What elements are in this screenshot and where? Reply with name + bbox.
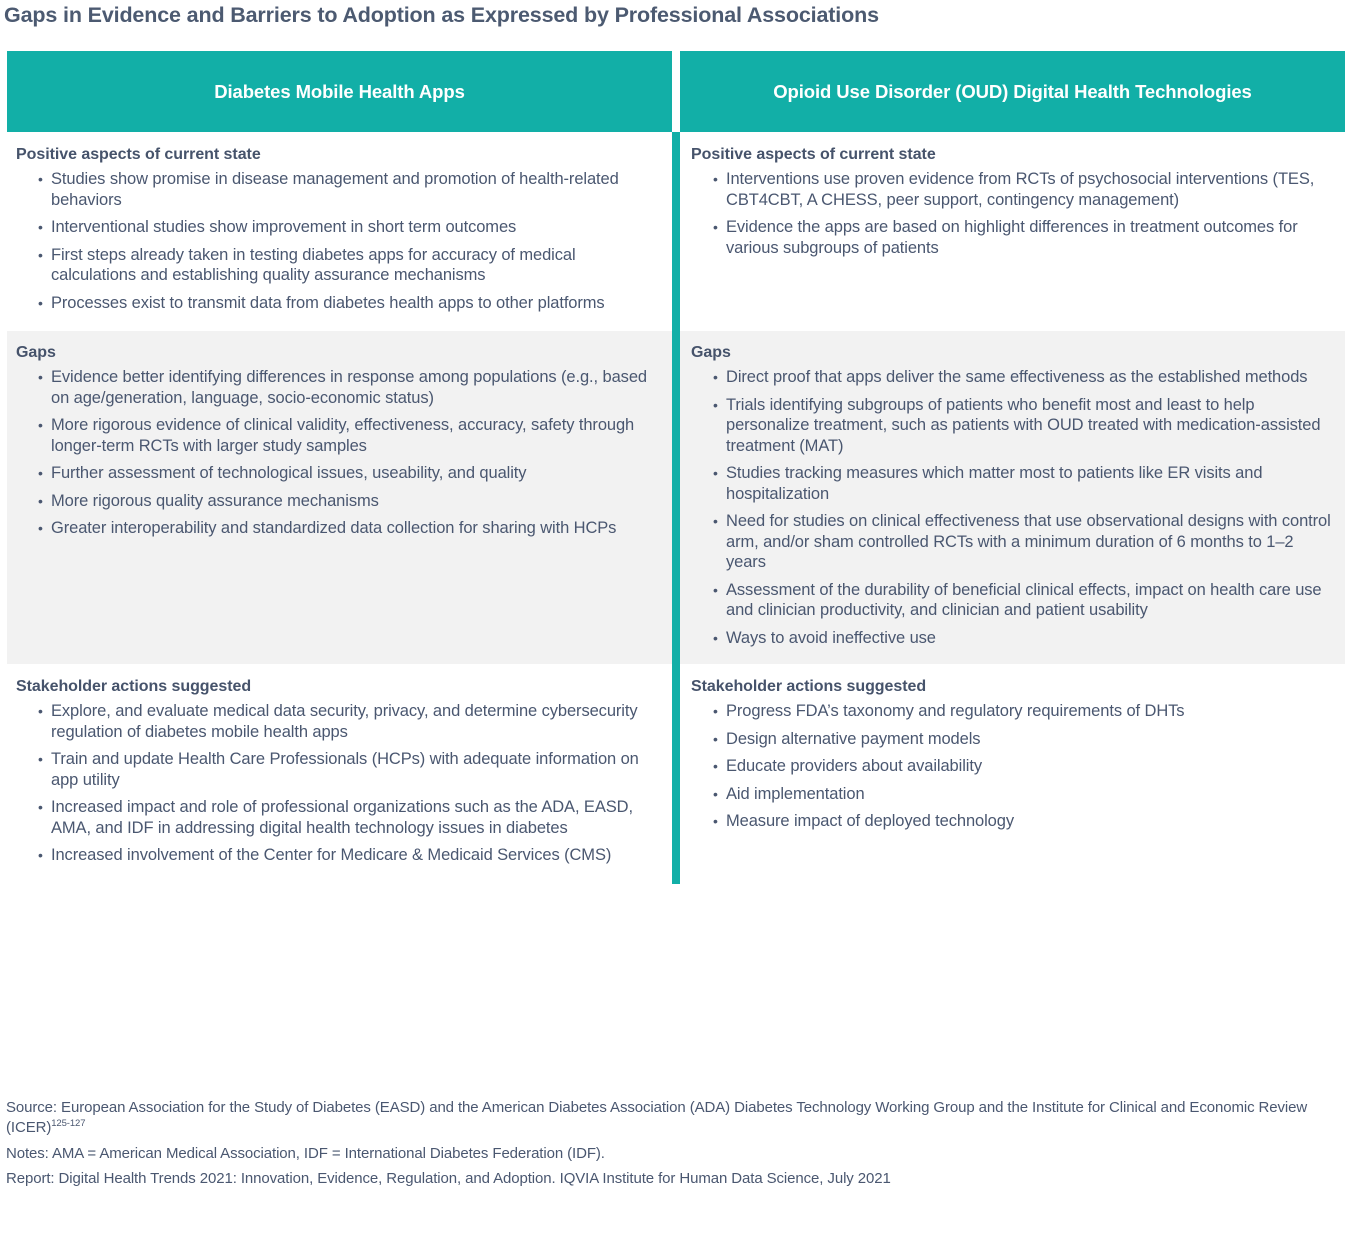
list-item: • Explore, and evaluate medical data security, privacy, and determine cybersecurity regulation of diabetes mobile health apps — [38, 701, 660, 742]
cell-positive-aspects-left — [7, 132, 672, 331]
cell-gaps-left — [7, 331, 672, 664]
header-column-gap — [672, 51, 680, 132]
bullet-list — [16, 367, 660, 539]
list-item: • Design alternative payment models — [713, 729, 1331, 750]
bullet-list — [691, 367, 1331, 648]
footer-notes — [6, 1098, 1346, 1189]
list-item: • Progress FDA’s taxonomy and regulatory requirements of DHTs — [713, 701, 1331, 722]
list-item: • Ways to avoid ineffective use — [713, 628, 1331, 649]
source-reference-superscript: 125-127 — [51, 1118, 86, 1129]
list-item: • Interventional studies show improvement in short term outcomes — [38, 217, 660, 238]
list-item: • Trials identifying subgroups of patients who benefit most and least to help personalize treatment, such as patients with OUD treated with medication-assisted treatment (MAT) — [713, 395, 1331, 457]
list-item: • Evidence better identifying differences in response among populations (e.g., based on age/generation, language, socio-economic status) — [38, 367, 660, 408]
list-item: • Educate providers about availability — [713, 756, 1331, 777]
column-divider — [672, 331, 680, 664]
cell-stakeholder-actions-right — [680, 664, 1345, 884]
list-item: • Studies tracking measures which matter most to patients like ER visits and hospitalization — [713, 463, 1331, 504]
list-item: • Increased impact and role of professional organizations such as the ADA, EASD, AMA, and IDF in addressing digital health technology issues in diabetes — [38, 797, 660, 838]
list-item: • Increased involvement of the Center for Medicare & Medicaid Services (CMS) — [38, 845, 660, 866]
list-item: • Train and update Health Care Professionals (HCPs) with adequate information on app utility — [38, 749, 660, 790]
report-line: Report: Digital Health Trends 2021: Innovation, Evidence, Regulation, and Adoption. IQVIA Institute for Human Data Science, July 2021 — [6, 1170, 891, 1187]
source-line — [6, 1098, 1346, 1138]
list-item: • More rigorous quality assurance mechanisms — [38, 491, 660, 512]
table-body — [7, 132, 1345, 884]
source-text: Source: European Association for the Study of Diabetes (EASD) and the American Diabetes Association (ADA) Diabetes Technology Working Group and the Institute for Clinical and Economic Review (ICER) — [6, 1099, 1308, 1136]
comparison-table — [7, 51, 1345, 884]
bullet-list — [16, 701, 660, 866]
notes-line: Notes: AMA = American Medical Association, IDF = International Diabetes Federation (IDF). — [6, 1145, 605, 1162]
list-item: • Processes exist to transmit data from diabetes health apps to other platforms — [38, 293, 660, 314]
section-heading: Positive aspects of current state — [16, 146, 261, 163]
cell-gaps-right — [680, 331, 1345, 664]
list-item: • Evidence the apps are based on highlight differences in treatment outcomes for various subgroups of patients — [713, 217, 1331, 258]
column-divider — [672, 132, 680, 331]
table-header-row — [7, 51, 1345, 132]
column-header-diabetes-mobile-health-apps: Diabetes Mobile Health Apps — [7, 51, 672, 132]
section-heading: Gaps — [691, 344, 731, 361]
list-item: • Studies show promise in disease management and promotion of health-related behaviors — [38, 169, 660, 210]
list-item: • More rigorous evidence of clinical validity, effectiveness, accuracy, safety through longer-term RCTs with larger study samples — [38, 415, 660, 456]
list-item: • Direct proof that apps deliver the same effectiveness as the established methods — [713, 367, 1331, 388]
column-divider — [672, 664, 680, 884]
list-item: • Interventions use proven evidence from RCTs of psychosocial interventions (TES, CBT4CBT, A CHESS, peer support, contingency management) — [713, 169, 1331, 210]
section-heading: Stakeholder actions suggested — [691, 678, 927, 695]
list-item: • Greater interoperability and standardized data collection for sharing with HCPs — [38, 518, 660, 539]
section-heading: Gaps — [16, 344, 56, 361]
list-item: • Measure impact of deployed technology — [713, 811, 1331, 832]
list-item: • Need for studies on clinical effectiveness that use observational designs with control arm, and/or sham controlled RCTs with a minimum duration of 6 months to 1–2 years — [713, 511, 1331, 573]
section-heading: Stakeholder actions suggested — [16, 678, 252, 695]
bullet-list — [691, 701, 1331, 832]
list-item: • Aid implementation — [713, 784, 1331, 805]
section-heading: Positive aspects of current state — [691, 146, 936, 163]
table-row — [7, 132, 1345, 331]
list-item: • Further assessment of technological issues, useability, and quality — [38, 463, 660, 484]
table-row — [7, 664, 1345, 884]
table-row — [7, 331, 1345, 664]
list-item: • First steps already taken in testing diabetes apps for accuracy of medical calculations and establishing quality assurance mechanisms — [38, 245, 660, 286]
list-item: • Assessment of the durability of beneficial clinical effects, impact on health care use and clinician productivity, and clinician and patient usability — [713, 580, 1331, 621]
bullet-list — [691, 169, 1331, 258]
page-title: Gaps in Evidence and Barriers to Adoption as Expressed by Professional Associations — [4, 3, 879, 27]
cell-positive-aspects-right — [680, 132, 1345, 331]
bullet-list — [16, 169, 660, 313]
column-header-oud-digital-health-technologies: Opioid Use Disorder (OUD) Digital Health Technologies — [680, 51, 1345, 132]
cell-stakeholder-actions-left — [7, 664, 672, 884]
